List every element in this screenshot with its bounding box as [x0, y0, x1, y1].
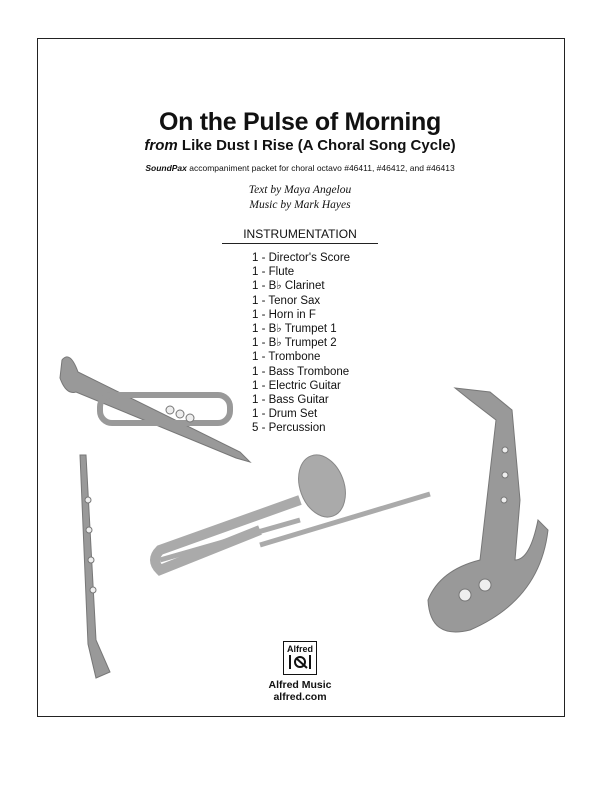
heading-divider	[222, 243, 378, 244]
page-title: On the Pulse of Morning	[159, 108, 441, 136]
instrumentation-heading: INSTRUMENTATION	[243, 227, 357, 241]
list-item: 5 - Percussion	[252, 422, 326, 435]
publisher-website: alfred.com	[273, 691, 327, 703]
list-item: 1 - Flute	[252, 266, 295, 279]
list-item: 1 - Director's Score	[252, 252, 351, 264]
list-item: 1 - Bass Trombone	[252, 365, 350, 378]
text-credit: Text by Maya Angelou	[248, 184, 352, 196]
packet-note	[0, 163, 600, 173]
note-text: accompaniment packet for choral octavo #46411, #46412, and #46413	[186, 163, 455, 173]
publisher-info	[0, 679, 600, 703]
list-item: 1 - Bass Guitar	[252, 394, 329, 407]
subtitle-prefix: from	[144, 137, 178, 154]
alfred-logo	[283, 641, 317, 675]
music-credit: Music by Mark Hayes	[249, 199, 351, 211]
publisher-name: Alfred Music	[268, 679, 332, 691]
logo-emblem-icon	[287, 654, 313, 670]
saxophone-icon	[428, 388, 548, 632]
list-item: 1 - B♭ Trumpet 1	[252, 323, 337, 336]
trombone-icon	[155, 448, 430, 570]
list-item: 1 - Horn in F	[252, 308, 316, 321]
clarinet-icon	[80, 455, 110, 678]
list-item: 1 - Trombone	[252, 351, 321, 364]
list-item: 1 - Electric Guitar	[252, 379, 341, 392]
logo-wordmark: Alfred	[286, 644, 313, 654]
subtitle-text: Like Dust I Rise (A Choral Song Cycle)	[181, 137, 456, 154]
list-item: 1 - Tenor Sax	[252, 294, 321, 307]
list-item: 1 - Drum Set	[252, 408, 318, 421]
list-item: 1 - B♭ Clarinet	[252, 280, 325, 293]
subtitle	[0, 137, 600, 154]
trumpet-icon	[60, 357, 250, 462]
instrument-list	[252, 251, 350, 436]
note-brand: SoundPax	[145, 163, 187, 173]
list-item: 1 - B♭ Trumpet 2	[252, 337, 337, 350]
